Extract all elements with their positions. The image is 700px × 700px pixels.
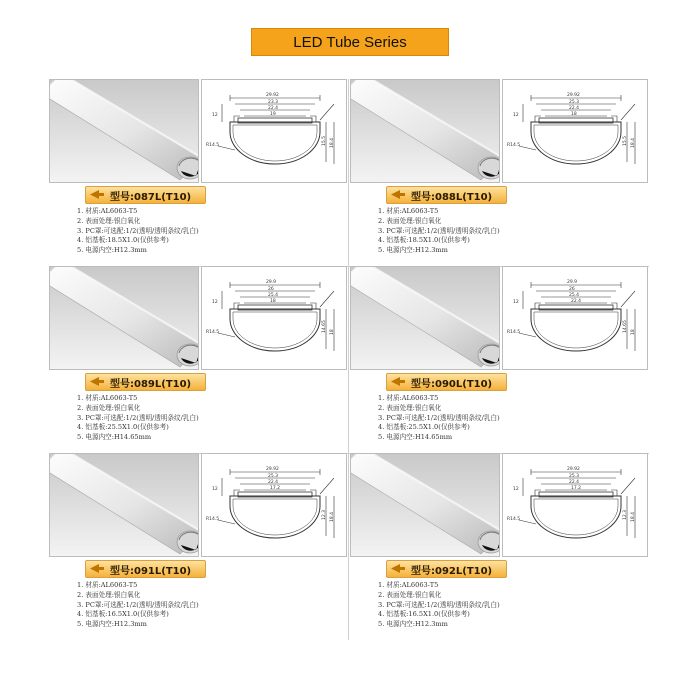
spec-list (77, 581, 199, 630)
tube-photo (350, 266, 500, 370)
dim-height-1: 12 (513, 113, 519, 118)
spec-list (378, 581, 500, 630)
spec-item: 2. 表面处理:银白氧化 (77, 590, 141, 599)
model-number: 型号:088L(T10) (411, 191, 493, 203)
product-card (49, 453, 349, 640)
dim-width-1: 29.92 (266, 467, 279, 472)
dim-width-1: 29.9 (266, 280, 277, 285)
dim-height-2: 15.5 (322, 135, 327, 146)
arrow-icon (90, 377, 104, 386)
spec-item: 1. 材质:AL6063-T5 (378, 394, 439, 402)
spec-item: 3. PC罩:可选配:1/2(透明/透明条纹/乳白) (77, 600, 199, 609)
dim-height-2: 14.65 (623, 320, 628, 333)
dim-width-3: 22.4 (268, 106, 279, 111)
dim-height-1: 12 (212, 300, 218, 305)
model-number: 型号:087L(T10) (110, 191, 192, 203)
spec-item: 2. 表面处理:银白氧化 (77, 403, 141, 412)
spec-item: 1. 材质:AL6063-T5 (77, 207, 138, 215)
dim-height-2: 15.5 (623, 135, 628, 146)
dim-width-1: 29.9 (567, 280, 578, 285)
model-label (85, 560, 206, 578)
dim-width-3: 22.4 (268, 480, 279, 485)
spec-item: 3. PC罩:可选配:1/2(透明/透明条纹/乳白) (77, 226, 199, 235)
spec-item: 1. 材质:AL6063-T5 (77, 581, 138, 589)
dim-radius: R14.5 (206, 143, 220, 148)
model-number: 型号:091L(T10) (110, 565, 192, 577)
cross-section-drawing (201, 266, 347, 370)
profile-svg (503, 454, 649, 558)
dim-width-3: 25.4 (268, 293, 279, 298)
cross-section-drawing (502, 79, 648, 183)
arrow-icon (90, 190, 104, 199)
cross-section-drawing (201, 79, 347, 183)
dim-height-1: 12 (513, 300, 519, 305)
dim-width-3: 25.4 (569, 293, 580, 298)
dim-width-4: 17.2 (270, 486, 281, 491)
dim-height-1: 12 (212, 487, 218, 492)
spec-item: 4. 铝基板:16.5X1.0(仅供参考) (378, 610, 470, 619)
spec-item: 2. 表面处理:银白氧化 (378, 403, 442, 412)
tube-photo (49, 79, 199, 183)
product-grid (49, 79, 649, 640)
dim-radius: R14.5 (507, 330, 521, 335)
dim-height-1: 12 (513, 487, 519, 492)
profile-svg (202, 80, 348, 184)
dim-height-3: 18 (330, 329, 335, 335)
led-tube-image (50, 80, 199, 183)
arrow-icon (90, 564, 104, 573)
spec-list (77, 394, 199, 443)
dim-radius: R14.5 (507, 517, 521, 522)
model-label (85, 186, 206, 204)
profile-svg (202, 454, 348, 558)
cross-section-drawing (502, 453, 648, 557)
page-title: LED Tube Series (251, 28, 449, 56)
spec-list (77, 207, 199, 256)
profile-svg (503, 80, 649, 184)
dim-height-3: 18 (631, 329, 636, 335)
dim-height-2: 14.65 (322, 320, 327, 333)
product-card (49, 266, 349, 453)
spec-item: 3. PC罩:可选配:1/2(透明/透明条纹/乳白) (378, 413, 500, 422)
spec-item: 3. PC罩:可选配:1/2(透明/透明条纹/乳白) (378, 600, 500, 609)
dim-width-4: 19 (270, 112, 276, 117)
model-label (85, 373, 206, 391)
dim-width-1: 29.92 (266, 93, 279, 98)
dim-width-1: 29.92 (567, 93, 580, 98)
tube-photo (49, 266, 199, 370)
tube-photo (350, 79, 500, 183)
dim-radius: R14.5 (507, 143, 521, 148)
spec-item: 4. 铝基板:25.5X1.0(仅供参考) (77, 423, 169, 432)
spec-item: 1. 材质:AL6063-T5 (77, 394, 138, 402)
product-card (350, 453, 650, 640)
dim-width-2: 25.3 (569, 474, 580, 479)
dim-width-2: 23.3 (268, 100, 279, 105)
arrow-icon (391, 564, 405, 573)
dim-height-3: 18.4 (330, 511, 335, 522)
model-label (386, 560, 507, 578)
dim-height-2: 12.3 (623, 509, 628, 520)
led-tube-image (351, 454, 500, 557)
spec-item: 5. 电源内空:H12.3mm (77, 620, 147, 629)
led-tube-image (50, 267, 199, 370)
spec-item: 4. 铝基板:18.5X1.0(仅供参考) (77, 236, 169, 245)
dim-width-3: 22.4 (569, 480, 580, 485)
dim-width-4: 22.4 (571, 299, 582, 304)
product-card (350, 266, 650, 453)
spec-item: 2. 表面处理:银白氧化 (378, 590, 442, 599)
dim-radius: R14.5 (206, 330, 220, 335)
cross-section-drawing (201, 453, 347, 557)
dim-width-2: 26 (268, 287, 274, 292)
dim-width-4: 18 (571, 112, 577, 117)
dim-width-1: 29.92 (567, 467, 580, 472)
model-label (386, 186, 507, 204)
spec-item: 2. 表面处理:银白氧化 (77, 216, 141, 225)
dim-width-2: 25.3 (268, 474, 279, 479)
spec-item: 5. 电源内空:H12.3mm (378, 246, 448, 255)
arrow-icon (391, 190, 405, 199)
spec-item: 4. 铝基板:18.5X1.0(仅供参考) (378, 236, 470, 245)
dim-width-2: 25.3 (569, 100, 580, 105)
model-label (386, 373, 507, 391)
spec-item: 5. 电源内空:H12.3mm (77, 246, 147, 255)
product-card (49, 79, 349, 266)
profile-svg (503, 267, 649, 371)
spec-item: 5. 电源内空:H12.3mm (378, 620, 448, 629)
spec-item: 1. 材质:AL6063-T5 (378, 581, 439, 589)
spec-item: 3. PC罩:可选配:1/2(透明/透明条纹/乳白) (77, 413, 199, 422)
model-number: 型号:089L(T10) (110, 378, 192, 390)
spec-item: 5. 电源内空:H14.65mm (77, 433, 152, 442)
spec-item: 3. PC罩:可选配:1/2(透明/透明条纹/乳白) (378, 226, 500, 235)
profile-svg (202, 267, 348, 371)
model-number: 型号:090L(T10) (411, 378, 493, 390)
spec-item: 5. 电源内空:H14.65mm (378, 433, 453, 442)
led-tube-image (351, 80, 500, 183)
dim-radius: R14.5 (206, 517, 220, 522)
dim-width-4: 18 (270, 299, 276, 304)
dim-height-3: 18.4 (631, 137, 636, 148)
spec-item: 4. 铝基板:16.5X1.0(仅供参考) (77, 610, 169, 619)
cross-section-drawing (502, 266, 648, 370)
product-card (350, 79, 650, 266)
dim-height-3: 18.4 (330, 137, 335, 148)
led-tube-image (351, 267, 500, 370)
spec-list (378, 394, 500, 443)
spec-item: 2. 表面处理:银白氧化 (378, 216, 442, 225)
dim-width-4: 17.2 (571, 486, 582, 491)
dim-height-2: 12.3 (322, 509, 327, 520)
arrow-icon (391, 377, 405, 386)
led-tube-image (50, 454, 199, 557)
model-number: 型号:092L(T10) (411, 565, 493, 577)
dim-height-1: 12 (212, 113, 218, 118)
tube-photo (49, 453, 199, 557)
spec-item: 1. 材质:AL6063-T5 (378, 207, 439, 215)
dim-width-2: 26 (569, 287, 575, 292)
spec-list (378, 207, 500, 256)
tube-photo (350, 453, 500, 557)
dim-height-3: 18.4 (631, 511, 636, 522)
spec-item: 4. 铝基板:25.5X1.0(仅供参考) (378, 423, 470, 432)
dim-width-3: 22.4 (569, 106, 580, 111)
